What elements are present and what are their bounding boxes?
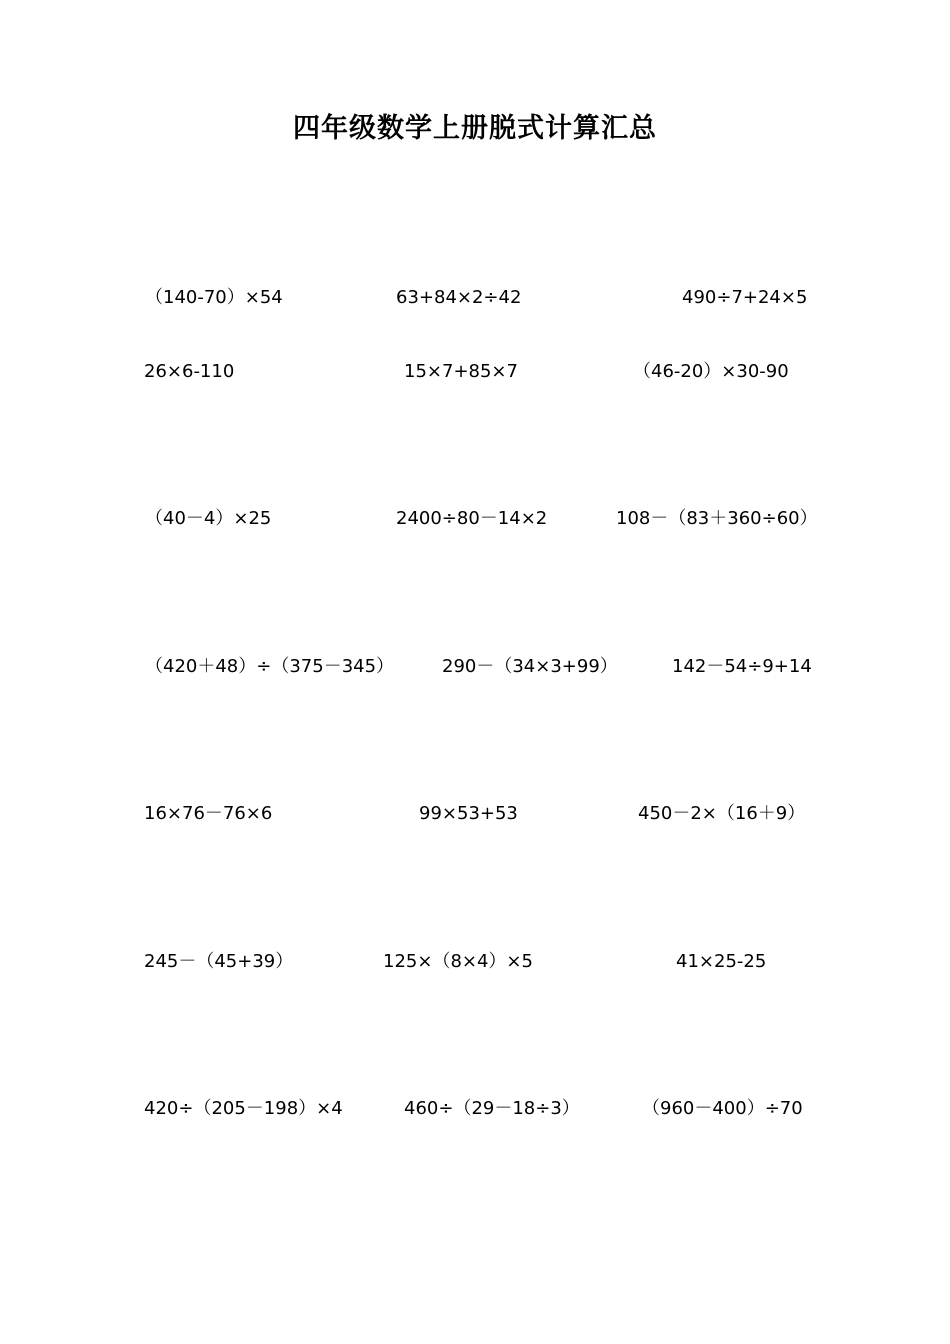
expression-r6-c3: 41×25-25 bbox=[676, 951, 767, 972]
expression-r1-c2: 63+84×2÷42 bbox=[396, 287, 522, 308]
expression-r1-c1: （140-70）×54 bbox=[145, 287, 283, 308]
expression-r2-c3: （46-20）×30-90 bbox=[633, 361, 789, 382]
expression-r5-c2: 99×53+53 bbox=[419, 803, 518, 824]
expression-r6-c2: 125×（8×4）×5 bbox=[383, 951, 533, 972]
expression-r2-c2: 15×7+85×7 bbox=[404, 361, 518, 382]
expression-r4-c3: 142－54÷9+14 bbox=[672, 656, 812, 677]
expression-r1-c3: 490÷7+24×5 bbox=[682, 287, 808, 308]
expression-r3-c3: 108－（83＋360÷60） bbox=[616, 508, 818, 529]
expression-r7-c2: 460÷（29－18÷3） bbox=[404, 1098, 580, 1119]
expression-r4-c2: 290－（34×3+99） bbox=[442, 656, 618, 677]
expression-r3-c1: （40－4）×25 bbox=[145, 508, 272, 529]
expression-r3-c2: 2400÷80－14×2 bbox=[396, 508, 548, 529]
expression-r6-c1: 245－（45+39） bbox=[144, 951, 294, 972]
page-title: 四年级数学上册脱式计算汇总 bbox=[293, 113, 657, 144]
expression-r2-c1: 26×6-110 bbox=[144, 361, 235, 382]
expression-r7-c3: （960－400）÷70 bbox=[642, 1098, 803, 1119]
expression-r4-c1: （420＋48）÷（375－345） bbox=[145, 656, 395, 677]
expression-r5-c3: 450－2×（16＋9） bbox=[638, 803, 806, 824]
expression-r7-c1: 420÷（205－198）×4 bbox=[144, 1098, 343, 1119]
expression-r5-c1: 16×76－76×6 bbox=[144, 803, 273, 824]
